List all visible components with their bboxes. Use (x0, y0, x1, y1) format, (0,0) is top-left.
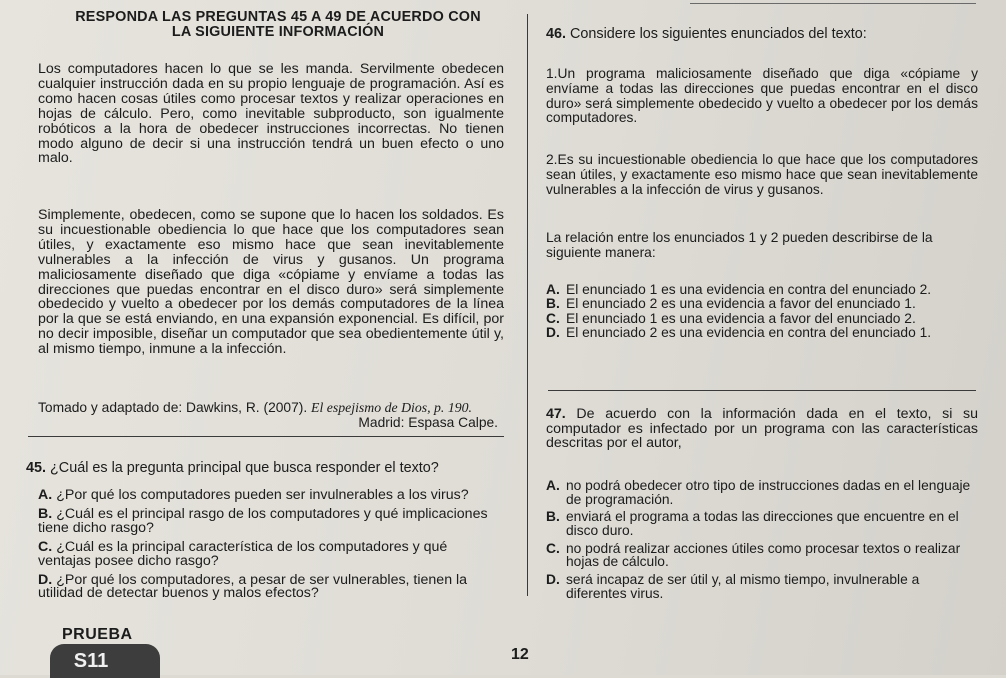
option-letter: C. (38, 538, 53, 555)
left-column (26, 9, 506, 602)
source-title: El espejismo de Dios, p. 190. (311, 400, 472, 415)
option-text: no podrá realizar acciones útiles como procesar textos o realizar hojas de cálculo. (566, 540, 961, 570)
question-47-options (546, 479, 978, 605)
heading-line-1: RESPONDA LAS PREGUNTAS 45 A 49 DE ACUERDO CON (75, 9, 481, 25)
option-letter: D. (546, 572, 560, 588)
q46-option-c[interactable] (546, 312, 978, 326)
option-letter: D. (546, 325, 560, 341)
q45-option-a[interactable] (38, 489, 504, 503)
heading-line-2: LA SIGUIENTE INFORMACIÓN (171, 24, 385, 40)
option-text: no podrá obedecer otro tipo de instrucciones dadas en el lenguaje de programación. (566, 478, 971, 507)
option-letter: A. (38, 487, 53, 503)
session-badge (50, 644, 160, 678)
option-text: será incapaz de ser útil y, al mismo tiempo, invulnerable a diferentes virus. (566, 572, 920, 601)
question-47-text: De acuerdo con la información dada en el texto, si su computador es infectado por un programa con las características descritas por el autor, (546, 406, 978, 452)
option-text: El enunciado 1 es una evidencia en contra del enunciado 2. (566, 282, 932, 297)
q46-option-d[interactable] (546, 326, 978, 340)
option-text: enviará el programa a todas las direcciones que encuentre en el disco duro. (566, 509, 959, 538)
option-text: ¿Cuál es la principal característica de los computadores y qué ventajas posee dicho rasgo? (38, 538, 448, 569)
question-45-number: 45. (26, 460, 47, 476)
option-text: ¿Por qué los computadores, a pesar de ser vulnerables, tienen la utilidad de detectar buenos y malos efectos? (38, 571, 468, 602)
option-letter: B. (38, 506, 53, 523)
column-divider (527, 14, 528, 596)
q46-option-b[interactable] (546, 297, 978, 311)
relation-prompt: La relación entre los enunciados 1 y 2 pueden describirse de la siguiente manera: (546, 230, 933, 260)
option-text: El enunciado 2 es una evidencia en contra del enunciado 1. (566, 325, 932, 341)
option-text: El enunciado 2 es una evidencia a favor del enunciado 1. (566, 296, 916, 312)
q45-option-b[interactable] (38, 508, 504, 535)
option-letter: C. (546, 540, 560, 556)
option-letter: A. (546, 282, 560, 297)
q46-option-a[interactable] (546, 283, 978, 297)
source-prefix: Tomado y adaptado de: Dawkins, R. (2007). (38, 400, 312, 415)
option-letter: A. (546, 478, 560, 493)
option-text: ¿Cuál es el principal rasgo de los computadores y qué implicaciones tiene dicho rasgo? (38, 506, 488, 536)
option-letter: B. (546, 296, 560, 312)
passage-paragraph-1: Los computadores hacen lo que se les manda. Servilmente obedecen cualquier instrucción dada en su propio lenguaje de programación. Así es como hacen cosas útiles como procesar textos y realizar operaciones en hojas de cálculo. Pero, como inevitable subproducto, son igualmente robóticos a la hora de obedecer instrucciones incorrectas. No tienen modo alguno de decir si una instrucción tendrá un buen efecto o uno malo. (38, 61, 504, 167)
session-label: S11 (73, 650, 109, 672)
option-letter: D. (38, 571, 53, 588)
question-45-text: ¿Cuál es la pregunta principal que busca responder el texto? (50, 460, 439, 476)
question-46-text: Considere los siguientes enunciados del texto: (570, 26, 867, 42)
question-45-options (38, 489, 504, 607)
question-47-number: 47. (546, 406, 566, 422)
question-46-number: 46. (546, 26, 567, 42)
source-publisher: Madrid: Espasa Calpe. (358, 415, 498, 430)
statement-1: 1.Un programa maliciosamente diseñado que diga «cópiame y envíame a todas las direcciones que puedas encontrar en el disco duro» será simplemente obedecido y vuelto a obedecer por los demás computadores. (546, 66, 978, 126)
right-section-divider (548, 390, 976, 391)
top-rule (690, 3, 976, 4)
source-citation (38, 400, 504, 430)
question-47 (546, 407, 978, 451)
passage-paragraph-2: Simplemente, obedecen, como se supone que lo hacen los soldados. Es su incuestionable obediencia lo que hace que los computadores sean útiles, y exactamente eso mismo hace que sean inevitablemente vulnerables a la infección de virus y gusanos. Un programa maliciosamente diseñado que diga «cópiame y envíame a todas las direcciones que puedas encontrar en el disco duro» será simplemente obedecido y vuelto a obedecer por los demás computadores de la línea por la que se está enviando, en una expansión exponencial. Es difícil, por no decir imposible, diseñar un computador que sea obedientemente útil y, al mismo tiempo, inmune a la infección. (38, 207, 504, 358)
option-text: El enunciado 1 es una evidencia a favor del enunciado 2. (566, 310, 916, 326)
q47-option-b[interactable] (546, 510, 978, 537)
option-text: ¿Por qué los computadores pueden ser invulnerables a los virus? (56, 487, 469, 503)
page-number: 12 (511, 646, 529, 663)
q47-option-c[interactable] (546, 542, 978, 569)
question-45 (26, 461, 506, 476)
question-46 (546, 27, 978, 42)
question-46-options (546, 283, 978, 341)
q47-option-a[interactable] (546, 479, 978, 506)
option-letter: B. (546, 509, 560, 525)
q45-option-d[interactable] (38, 571, 504, 602)
left-section-divider (28, 436, 504, 437)
statement-2: 2.Es su incuestionable obediencia lo que hace que los computadores sean útiles, y exactamente eso mismo hace que sean inevitablemente vulnerables a la infección de virus y gusanos. (546, 152, 978, 197)
q45-option-c[interactable] (38, 538, 504, 569)
prueba-label: PRUEBA (62, 626, 133, 643)
q47-option-d[interactable] (546, 573, 978, 600)
instructions-heading (58, 10, 498, 40)
option-letter: C. (546, 310, 560, 326)
